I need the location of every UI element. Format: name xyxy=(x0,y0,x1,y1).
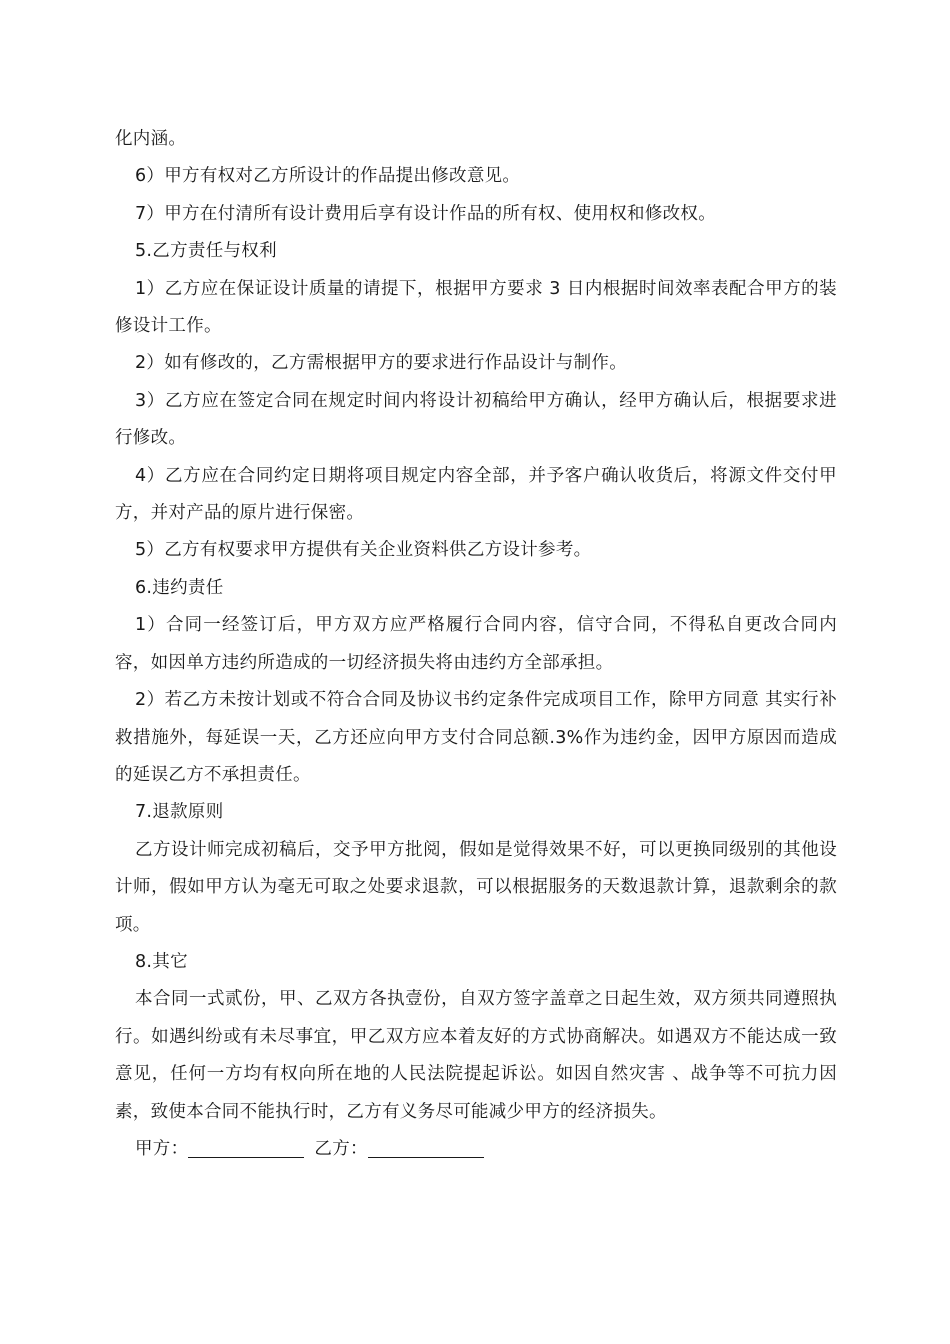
party-b-label: 乙方： xyxy=(314,1138,368,1159)
clause-breach-2: 2）若乙方未按计划或不符合合同及协议书约定条件完成项目工作，除甲方同意 其实行补救措施外，每延误一天，乙方还应向甲方支付合同总额.3%作为违约金，因甲方原因而造成的延误乙方不承担责任。 xyxy=(115,690,837,785)
section-heading-6: 6.违约责任 xyxy=(135,577,224,598)
section-heading-5: 5.乙方责任与权利 xyxy=(135,241,277,262)
party-b-signature-blank xyxy=(368,1137,484,1158)
section-heading-8: 8.其它 xyxy=(135,951,188,972)
signature-line xyxy=(115,1131,837,1168)
clause-party-b-4: 4）乙方应在合同约定日期将项目规定内容全部，并予客户确认收货后，将源文件交付甲方，并对产品的原片进行保密。 xyxy=(115,465,837,524)
clause-party-a-7: 7）甲方在付清所有设计费用后享有设计作品的所有权、使用权和修改权。 xyxy=(135,203,717,224)
clause-other: 本合同一式贰份，甲、乙双方各执壹份，自双方签字盖章之日起生效，双方须共同遵照执行。如遇纠纷或有未尽事宜，甲乙双方应本着友好的方式协商解决。如遇双方不能达成一致意见，任何一方均有权向所在地的人民法院提起诉讼。如因自然灾害 、战争等不可抗力因素，致使本合同不能执行时，乙方有义务尽可能减少甲方的经济损失。 xyxy=(115,989,837,1122)
clause-party-b-3: 3）乙方应在签定合同在规定时间内将设计初稿给甲方确认，经甲方确认后，根据要求进行修改。 xyxy=(115,390,837,449)
document-body xyxy=(115,121,837,1168)
section-heading-7: 7.退款原则 xyxy=(135,802,224,823)
clause-party-b-2: 2）如有修改的，乙方需根据甲方的要求进行作品设计与制作。 xyxy=(135,353,628,374)
party-a-signature-blank xyxy=(188,1137,304,1158)
clause-refund: 乙方设计师完成初稿后，交予甲方批阅，假如是觉得效果不好，可以更换同级别的其他设计师，假如甲方认为毫无可取之处要求退款，可以根据服务的天数退款计算，退款剩余的款项。 xyxy=(115,839,837,935)
clause-party-b-5: 5）乙方有权要求甲方提供有关企业资料供乙方设计参考。 xyxy=(135,540,592,561)
clause-party-b-1: 1）乙方应在保证设计质量的请提下，根据甲方要求 3 日内根据时间效率表配合甲方的装修设计工作。 xyxy=(115,278,837,337)
party-a-label: 甲方： xyxy=(135,1138,189,1159)
clause-breach-1: 1）合同一经签订后，甲方双方应严格履行合同内容，信守合同，不得私自更改合同内容，如因单方违约所造成的一切经济损失将由违约方全部承担。 xyxy=(115,615,837,673)
paragraph-continued: 化内涵。 xyxy=(115,129,187,149)
clause-party-a-6: 6）甲方有权对乙方所设计的作品提出修改意见。 xyxy=(135,166,521,187)
